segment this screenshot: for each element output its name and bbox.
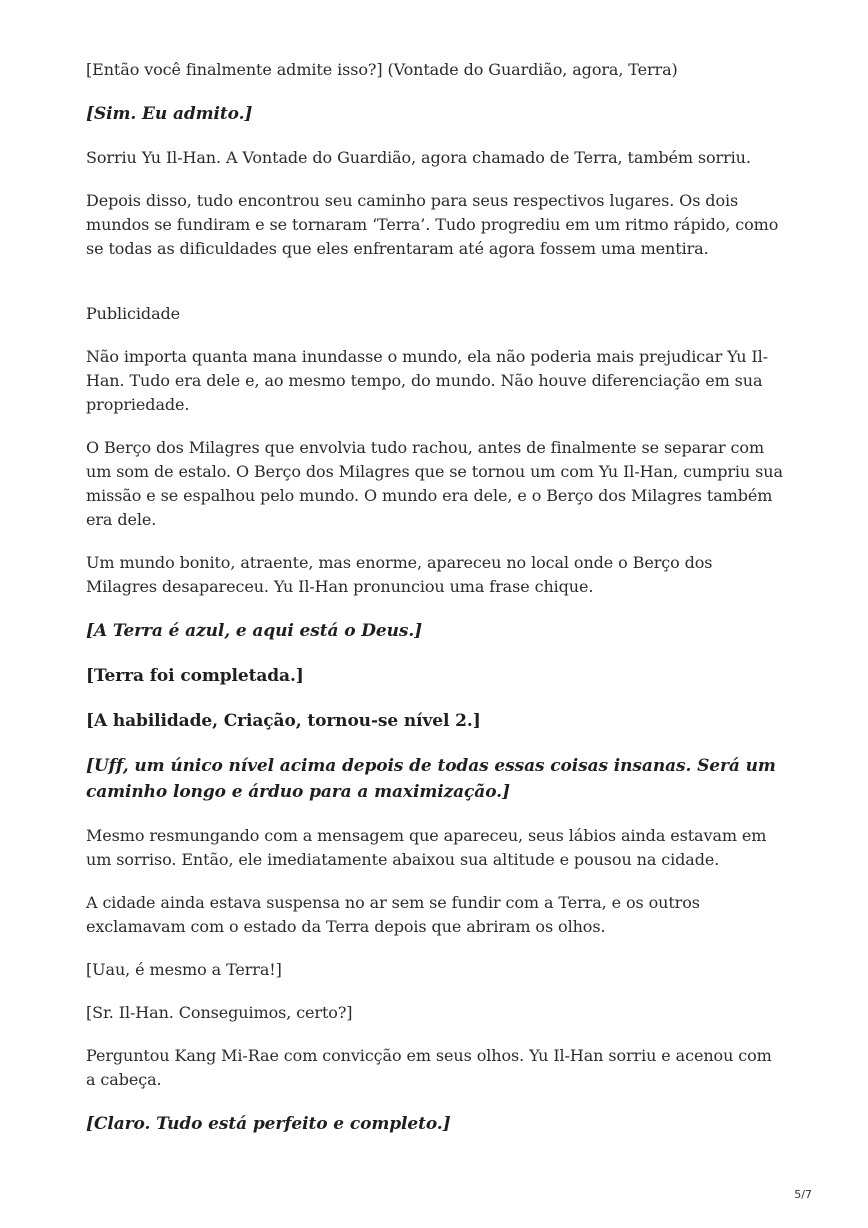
document-body — [86, 58, 786, 1156]
paragraph-worlds-fused: Depois disso, tudo encontrou seu caminho para seus respectivos lugares. Os dois mundos se fundiram e se tornaram ‘Terra’. Tudo progrediu em um ritmo rápido, como se todas as dificuldades que eles enfrentaram até agora fossem uma mentira. — [86, 191, 779, 258]
paragraph-city-suspended: A cidade ainda estava suspensa no ar sem se fundir com a Terra, e os outros exclamavam com o estado da Terra depois que abriram os olhos. — [86, 893, 700, 936]
advertisement-label: Publicidade — [86, 304, 181, 323]
system-message-skill-level: [A habilidade, Criação, tornou-se nível 2.] — [86, 711, 481, 731]
paragraph-earth-blue: [A Terra é azul, e aqui está o Deus.] — [86, 621, 423, 641]
paragraph-new-world: Um mundo bonito, atraente, mas enorme, apareceu no local onde o Berço dos Milagres desapareceu. Yu Il-Han pronunciou uma frase chique. — [86, 553, 713, 596]
paragraph-cradle-cracked: O Berço dos Milagres que envolvia tudo rachou, antes de finalmente se separar com um som de estalo. O Berço dos Milagres que se tornou um com Yu Il-Han, cumpriu sua missão e se espalhou pelo mundo. O mundo era dele, e o Berço dos Milagres também era dele. — [86, 438, 783, 529]
paragraph-uff: [Uff, um único nível acima depois de todas essas coisas insanas. Será um caminho longo e árduo para a maximização.] — [86, 756, 776, 802]
paragraph-mana: Não importa quanta mana inundasse o mundo, ela não poderia mais prejudicar Yu Il-Han. Tudo era dele e, ao mesmo tempo, do mundo. Não houve diferenciação em sua propriedade. — [86, 347, 768, 414]
paragraph-dialogue-wow: [Uau, é mesmo a Terra!] — [86, 960, 282, 979]
paragraph-dialogue-we-did-it: [Sr. Il-Han. Conseguimos, certo?] — [86, 1003, 353, 1022]
page-number: 5/7 — [794, 1188, 812, 1201]
paragraph-dialogue-admit: [Sim. Eu admito.] — [86, 104, 253, 124]
paragraph-dialogue-guardian: [Então você finalmente admite isso?] (Vontade do Guardião, agora, Terra) — [86, 60, 678, 79]
paragraph-grumbling: Mesmo resmungando com a mensagem que apareceu, seus lábios ainda estavam em um sorriso. Então, ele imediatamente abaixou sua altitude e pousou na cidade. — [86, 826, 767, 869]
paragraph-kang-mi-rae: Perguntou Kang Mi-Rae com convicção em seus olhos. Yu Il-Han sorriu e acenou com a cabeça. — [86, 1046, 772, 1089]
system-message-earth-completed: [Terra foi completada.] — [86, 666, 304, 686]
paragraph-smile: Sorriu Yu Il-Han. A Vontade do Guardião, agora chamado de Terra, também sorriu. — [86, 148, 751, 167]
paragraph-dialogue-perfect: [Claro. Tudo está perfeito e completo.] — [86, 1114, 451, 1134]
